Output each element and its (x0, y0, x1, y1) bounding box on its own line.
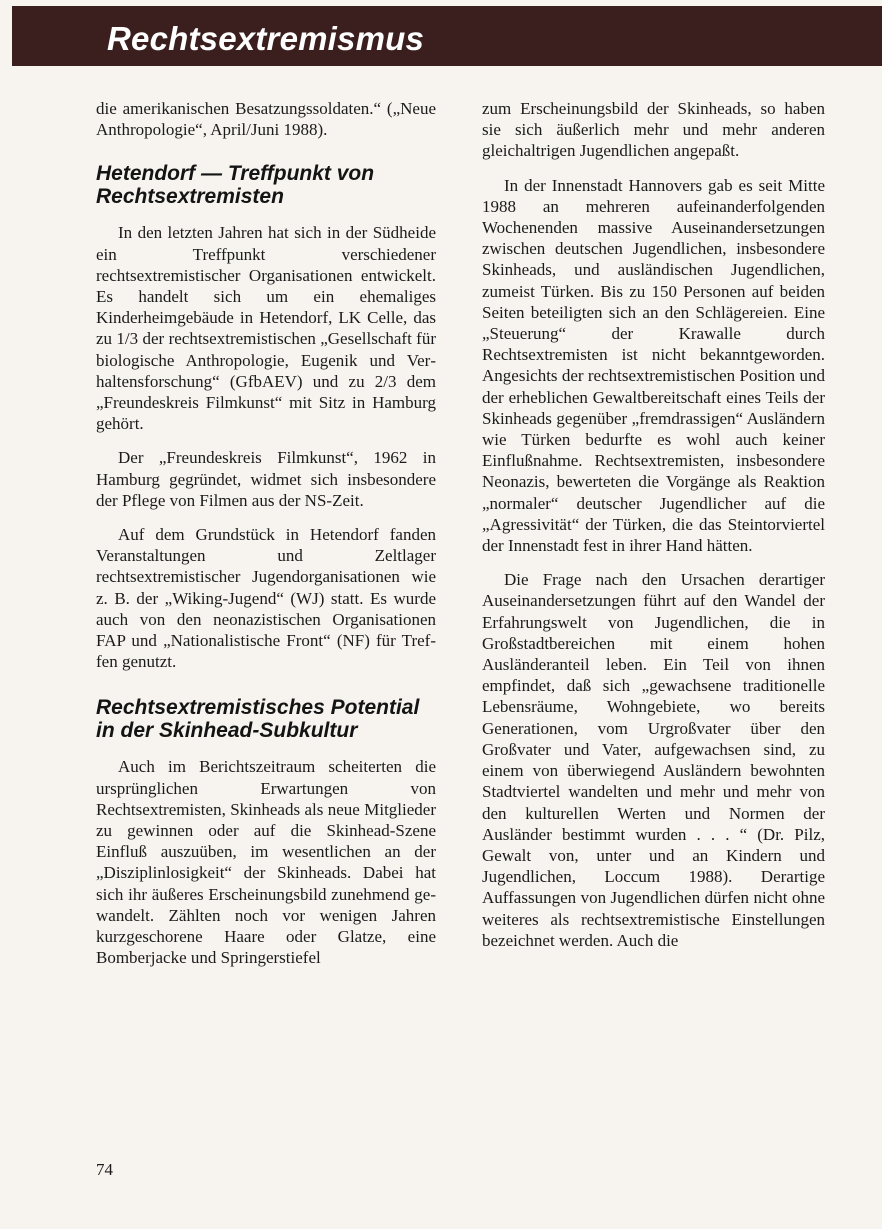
paragraph-continued: die amerikanischen Besatzungssoldaten.“ („Neue Anthropologie“, April/Juni 1988). (96, 99, 436, 140)
page-number: 74 (96, 1160, 113, 1179)
paragraph: Der „Freundeskreis Filmkunst“, 1962 in Hamburg gegründet, widmet sich insbesondere der Pflege von Filmen aus der NS-Zeit. (96, 448, 436, 510)
paragraph: Die Frage nach den Ursachen derartiger Auseinandersetzungen führt auf den Wandel der Erfahrungswelt von Jugendlichen, die in Großstadtbereichen mit einem hohen Ausländeranteil leben. Ein Teil von ihnen empfindet, daß sich „gewachsene traditionelle Lebensräume, Wohngebiete, wo bereits Generationen, vom Urgroßvater über den Großvater und Vater, aufgewachsen sind, zu einem von überwiegend Ausländern bewohnten Stadtviertel wandelten und mehr und mehr von den kulturellen Werten und Normen der Ausländer bestimmt wurden . . . “ (Dr. Pilz, Gewalt von, unter und an Kindern und Jugendlichen, Loccum 1988). Derartige Auffassungen von Jugendlichen dürfen nicht ohne weiteres als rechtsextremistische Einstellungen bezeichnet werden. Auch die (482, 570, 825, 950)
header-banner (12, 6, 882, 66)
paragraph: Auch im Berichtszeitraum scheiterten die ursprünglichen Erwartungen von Rechtsextremisten, Skinheads als neue Mitglieder zu gewinnen oder auf die Skinhead-Szene Einfluß auszuüben, im wesentlichen an der „Disziplinlosigkeit“ der Skinheads. Dabei hat sich ihr äußeres Erscheinungsbild zunehmend gewandelt. Zählten noch vor wenigen Jahren kurzgeschorene Haare oder Glatze, eine Bomberjacke und Springerstiefel (96, 757, 436, 968)
heading-skinhead-potential: Rechtsextremistisches Potential in der Skinhead-Subkultur (96, 696, 420, 743)
section-title: Rechtsextremismus (107, 20, 425, 57)
right-column (482, 98, 825, 951)
paragraph: Auf dem Grundstück in Hetendorf fanden Veranstaltungen und Zeltlager rechtsextremistischer Jugendorganisationen wie z. B. der „Wiking-Jugend“ (WJ) statt. Es wurde auch von den neonazistischen Organisationen FAP und „Nationalistische Front“ (NF) für Treffen genutzt. (96, 525, 436, 672)
left-column (96, 98, 436, 969)
paragraph: In der Innenstadt Hannovers gab es seit Mitte 1988 an mehreren aufeinanderfolgenden Wochenenden massive Auseinandersetzungen zwischen deutschen Jugendlichen, insbesondere Skinheads, und ausländischen Jugendlichen, zumeist Türken. Bis zu 150 Personen auf beiden Seiten beteiligten sich an den Schlägereien. Eine „Steuerung“ der Krawalle durch Rechtsextremisten ist nicht bekanntgeworden. Angesichts der rechtsextremistischen Position und der erheblichen Gewaltbereitschaft eines Teils der Skinheads gegenüber „fremdrassigen“ Ausländern wie Türken bedurfte es wohl auch keiner Einflußnahme. Rechtsextremisten, insbesondere Neonazis, bewerteten die Vorgänge als Reaktion „normaler“ deutscher Jugendlicher auf die „Agressivität“ der Türken, die das Steintorviertel der Innenstadt fest in ihrer Hand hätten. (482, 175, 825, 556)
heading-hetendorf: Hetendorf — Treffpunkt von Rechtsextremisten (96, 162, 375, 209)
paragraph: In den letzten Jahren hat sich in der Südheide ein Treffpunkt verschiedener rechtsextremistischer Organisationen entwickelt. Es handelt sich um ein ehemaliges Kinderheimgebäude in Hetendorf, LK Celle, das zu 1/3 der rechtsextremistischen „Gesellschaft für biologische Anthropologie, Eugenik und Verhaltensforschung“ (GfbAEV) und zu 2/3 dem „Freundeskreis Filmkunst“ mit Sitz in Hamburg gehört. (96, 223, 436, 434)
paragraph-continued: zum Erscheinungsbild der Skinheads, so haben sie sich äußerlich mehr und mehr anderen gleichaltrigen Jugendlichen angepaßt. (482, 99, 825, 161)
